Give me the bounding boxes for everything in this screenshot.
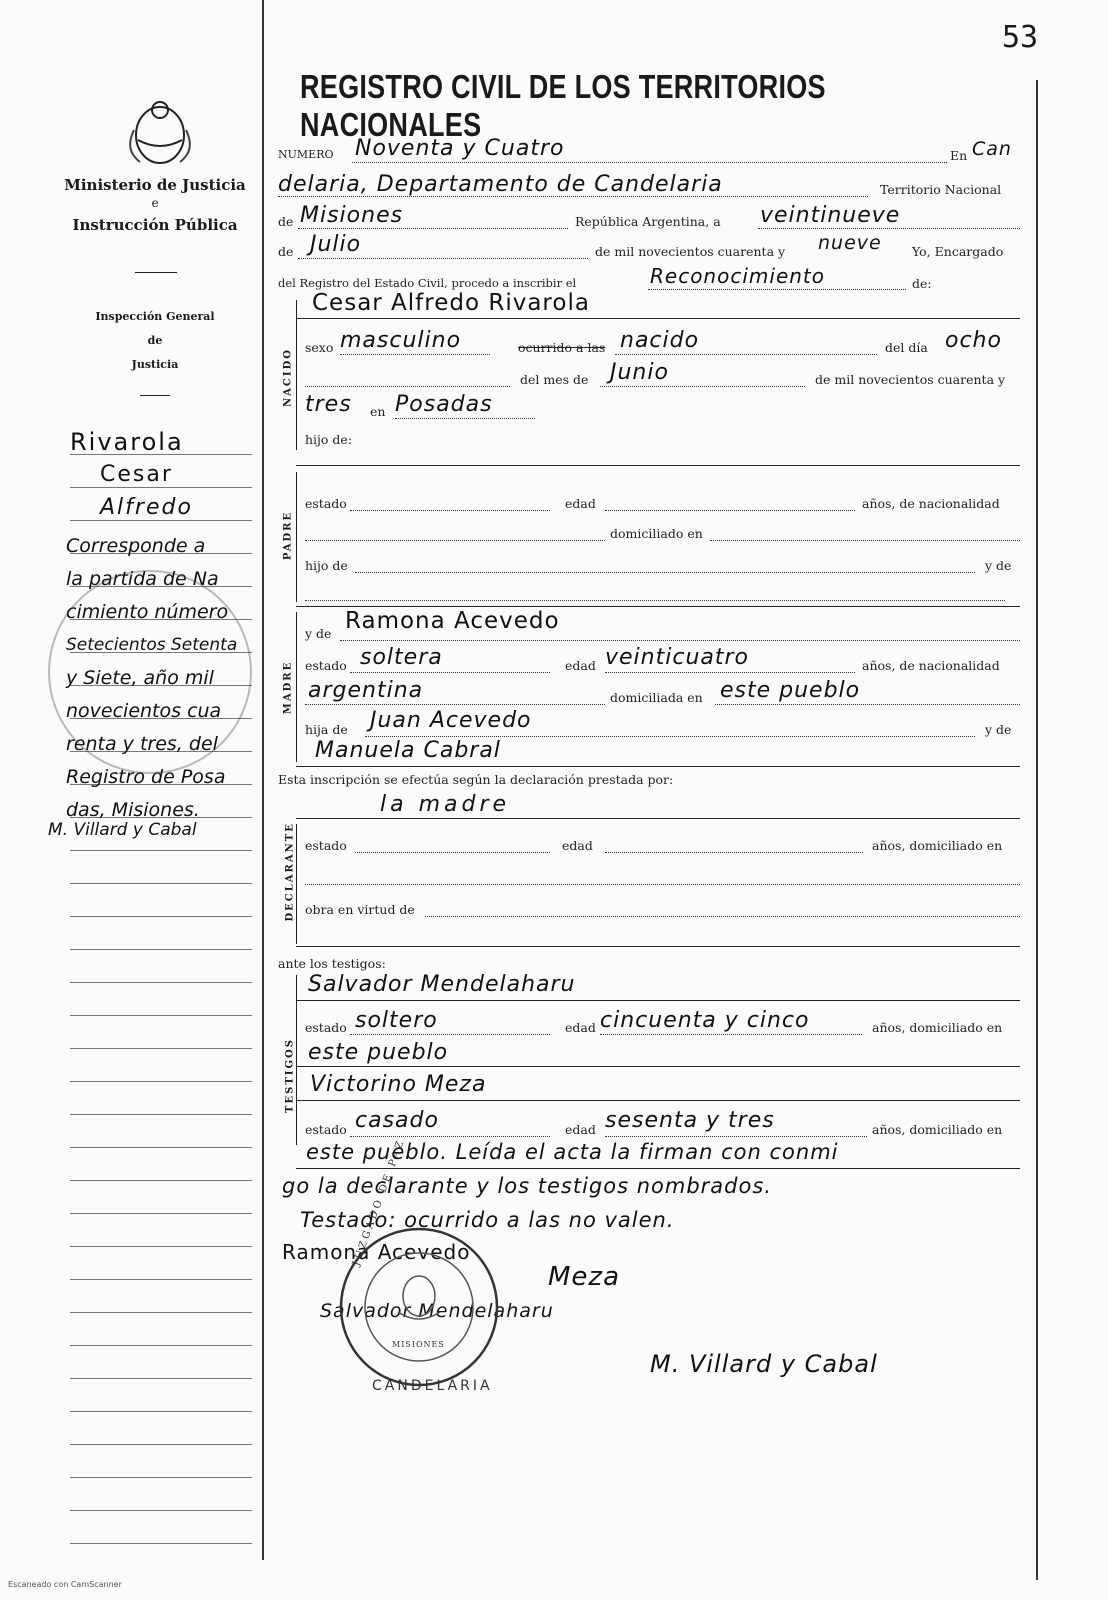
firma-meza: Meza xyxy=(548,1262,621,1292)
testigo2-value: Victorino Meza xyxy=(310,1072,487,1097)
madre-estado-label: estado xyxy=(305,658,347,673)
madre-padre-value: Juan Acevedo xyxy=(370,708,532,733)
ocurrido-value: nacido xyxy=(620,328,700,353)
margin-line: renta y tres, del xyxy=(66,733,218,755)
numero-label: NUMERO xyxy=(278,148,334,161)
margin-line: la partida de Na xyxy=(66,568,219,590)
margin-ruled-line xyxy=(70,1378,252,1379)
margin-name1: Cesar xyxy=(100,462,173,487)
ministry-line1: Ministerio de Justicia xyxy=(64,176,246,194)
margin-ruled-line xyxy=(70,916,252,917)
madre-anos-label: años, de nacionalidad xyxy=(862,658,1000,673)
margin-ruled-line xyxy=(70,1147,252,1148)
obra-virtud-label: obra en virtud de xyxy=(305,902,415,917)
declarante-estado-label: estado xyxy=(305,838,347,853)
inspeccion-line1: Inspección General xyxy=(95,310,215,323)
madre-nombre-value: Ramona Acevedo xyxy=(345,608,560,634)
coat-of-arms-icon xyxy=(120,90,200,170)
lugar1-value: Can xyxy=(972,138,1012,160)
stamp-bottom-text: CANDELARIA xyxy=(372,1378,493,1394)
ocurrido-label: ocurrido a las xyxy=(518,340,606,355)
inspeccion-line2: de xyxy=(147,334,163,347)
madre-nac-value: argentina xyxy=(308,678,424,703)
de-mil-label: de mil novecientos cuarenta y xyxy=(595,244,786,259)
madre-estado-value: soltera xyxy=(360,645,443,670)
inspeccion-line3: Justicia xyxy=(131,358,179,371)
testigos-side-label: TESTIGOS xyxy=(284,1038,296,1113)
de-mil-nov-label: de mil novecientos cuarenta y xyxy=(815,372,1006,387)
margin-ruled-line xyxy=(70,1543,252,1544)
territorio-label: Territorio Nacional xyxy=(880,182,1002,197)
margin-surname: Rivarola xyxy=(70,428,184,456)
mes-nac-value: Junio xyxy=(610,360,669,385)
testigo2-estado-value: casado xyxy=(355,1108,439,1133)
margin-line: y Siete, año mil xyxy=(66,667,214,689)
margin-ruled-line xyxy=(70,982,252,983)
de-label: de xyxy=(278,244,294,259)
margin-ruled-line xyxy=(70,1345,252,1346)
margin-ruled-line xyxy=(70,1444,252,1445)
margin-ruled-line xyxy=(70,1510,252,1511)
page-number: 53 xyxy=(1002,20,1039,55)
acto-value: Reconocimiento xyxy=(650,264,825,288)
margin-line: Corresponde a xyxy=(66,535,206,557)
right-border xyxy=(1036,80,1038,1580)
margin-ruled-line xyxy=(70,1015,252,1016)
madre-y-de2-label: y de xyxy=(985,722,1012,737)
yo-encargado-label: Yo, Encargado xyxy=(912,244,1004,259)
testigo2-anos-label: años, domiciliado en xyxy=(872,1122,1003,1137)
testigo1-estado-label: estado xyxy=(305,1020,347,1035)
de-label: de xyxy=(278,214,294,229)
ante-testigos-label: ante los testigos: xyxy=(278,956,386,971)
margin-ruled-line xyxy=(70,1312,252,1313)
madre-dom-value: este pueblo xyxy=(720,678,861,703)
margin-ruled-line xyxy=(70,883,252,884)
margin-ruled-line xyxy=(70,520,252,521)
en-nac-label: en xyxy=(370,404,386,419)
margin-ruled-line xyxy=(70,1081,252,1082)
margin-ruled-line xyxy=(70,1477,252,1478)
firma-madre: Ramona Acevedo xyxy=(282,1240,471,1264)
padre-anos-label: años, de nacionalidad xyxy=(862,496,1000,511)
firma-oficial: M. Villard y Cabal xyxy=(650,1350,878,1378)
footer-scan-label: Escaneado con CamScanner xyxy=(8,1580,122,1589)
testigo1-dom-value: este pueblo xyxy=(308,1040,449,1065)
padre-hijo-de-label: hijo de xyxy=(305,558,348,573)
lugar2-value: delaria, Departamento de Candelaria xyxy=(278,172,723,197)
ano-value: nueve xyxy=(818,232,882,254)
margin-line: cimiento número xyxy=(66,601,229,623)
numero-value: Noventa y Cuatro xyxy=(355,136,565,161)
nombre-value: Cesar Alfredo Rivarola xyxy=(312,290,590,316)
madre-domiciliada-label: domiciliada en xyxy=(610,690,703,705)
ministry-line2: e xyxy=(151,196,159,210)
margin-ruled-line xyxy=(70,1114,252,1115)
testigo2-edad-value: sesenta y tres xyxy=(605,1108,775,1133)
margin-line: Setecientos Setenta xyxy=(66,635,238,655)
padre-domiciliado-label: domiciliado en xyxy=(610,526,703,541)
testigo1-edad-value: cincuenta y cinco xyxy=(600,1008,810,1033)
margin-ruled-line xyxy=(70,487,252,488)
inscripcion-label: Esta inscripción se efectúa según la declaración prestada por: xyxy=(278,772,674,787)
margin-ruled-line xyxy=(70,949,252,950)
declarante-anos-label: años, domiciliado en xyxy=(872,838,1003,853)
firma-salvador: Salvador Mendelaharu xyxy=(320,1300,554,1322)
del-mes-label: del mes de xyxy=(520,372,589,387)
ano-nac-value: tres xyxy=(305,392,352,417)
madre-edad-label: edad xyxy=(565,658,596,673)
dia-value: veintinueve xyxy=(760,203,901,228)
cierre-line3: Testado: ocurrido a las no valen. xyxy=(300,1208,675,1232)
margin-ruled-line xyxy=(70,1180,252,1181)
margin-ruled-line xyxy=(70,850,252,851)
sexo-label: sexo xyxy=(305,340,334,355)
padre-edad-label: edad xyxy=(565,496,596,511)
declarante-side-label: DECLARANTE xyxy=(284,822,296,922)
dia-nac-value: ocho xyxy=(945,328,1002,353)
testigo1-edad-label: edad xyxy=(565,1020,596,1035)
madre-hija-de-label: hija de xyxy=(305,722,348,737)
de-colon-label: de: xyxy=(912,276,932,291)
territorio-value: Misiones xyxy=(300,203,404,228)
sexo-value: masculino xyxy=(340,328,462,353)
margin-signature: M. Villard y Cabal xyxy=(48,820,197,840)
margin-line: Registro de Posa xyxy=(66,766,226,788)
padre-y-de-label: y de xyxy=(985,558,1012,573)
testigo2-estado-label: estado xyxy=(305,1122,347,1137)
margin-ruled-line xyxy=(70,1279,252,1280)
margin-ruled-line xyxy=(70,1213,252,1214)
testigo1-anos-label: años, domiciliado en xyxy=(872,1020,1003,1035)
stamp-top-text: JUZGADO DE PAZ xyxy=(350,1137,408,1268)
margin-ruled-line xyxy=(70,1411,252,1412)
lugar-nac-value: Posadas xyxy=(395,392,493,417)
testigo2-edad-label: edad xyxy=(565,1122,596,1137)
del-dia-label: del día xyxy=(885,340,928,355)
declarante-value: la madre xyxy=(380,792,511,817)
margin-ruled-line xyxy=(70,1048,252,1049)
padre-side-label: PADRE xyxy=(282,510,294,561)
declarante-edad-label: edad xyxy=(562,838,593,853)
stub-border xyxy=(262,0,264,1560)
margin-ruled-line xyxy=(70,1246,252,1247)
testigo1-value: Salvador Mendelaharu xyxy=(308,972,576,997)
cierre-line2: go la declarante y los testigos nombrados. xyxy=(282,1174,772,1198)
registro-intro-label: del Registro del Estado Civil, procedo a inscribir el xyxy=(278,276,577,290)
republica-label: República Argentina, a xyxy=(575,214,721,229)
margin-name2: Alfredo xyxy=(100,495,193,520)
madre-edad-value: veinticuatro xyxy=(605,645,749,670)
nacido-side-label: NACIDO xyxy=(282,348,294,407)
padre-estado-label: estado xyxy=(305,496,347,511)
document-title: REGISTRO CIVIL DE LOS TERRITORIOS NACIONALES xyxy=(300,68,826,143)
madre-y-de-label: y de xyxy=(305,626,332,641)
ministry-line3: Instrucción Pública xyxy=(72,216,238,234)
cierre-line1: este pueblo. Leída el acta la firman con conmi xyxy=(306,1140,839,1164)
mes-value: Julio xyxy=(310,232,362,257)
nombre-line xyxy=(296,318,1020,319)
madre-madre-value: Manuela Cabral xyxy=(315,738,501,763)
testigo1-estado-value: soltero xyxy=(355,1008,438,1033)
margin-line: das, Misiones. xyxy=(66,799,200,821)
stamp-middle-text: MISIONES xyxy=(392,1340,445,1349)
hijo-de-label: hijo de: xyxy=(305,432,353,447)
margin-line: novecientos cua xyxy=(66,700,222,722)
margin-seal-icon xyxy=(48,570,252,774)
en-label: En xyxy=(950,148,968,163)
madre-side-label: MADRE xyxy=(282,660,294,715)
